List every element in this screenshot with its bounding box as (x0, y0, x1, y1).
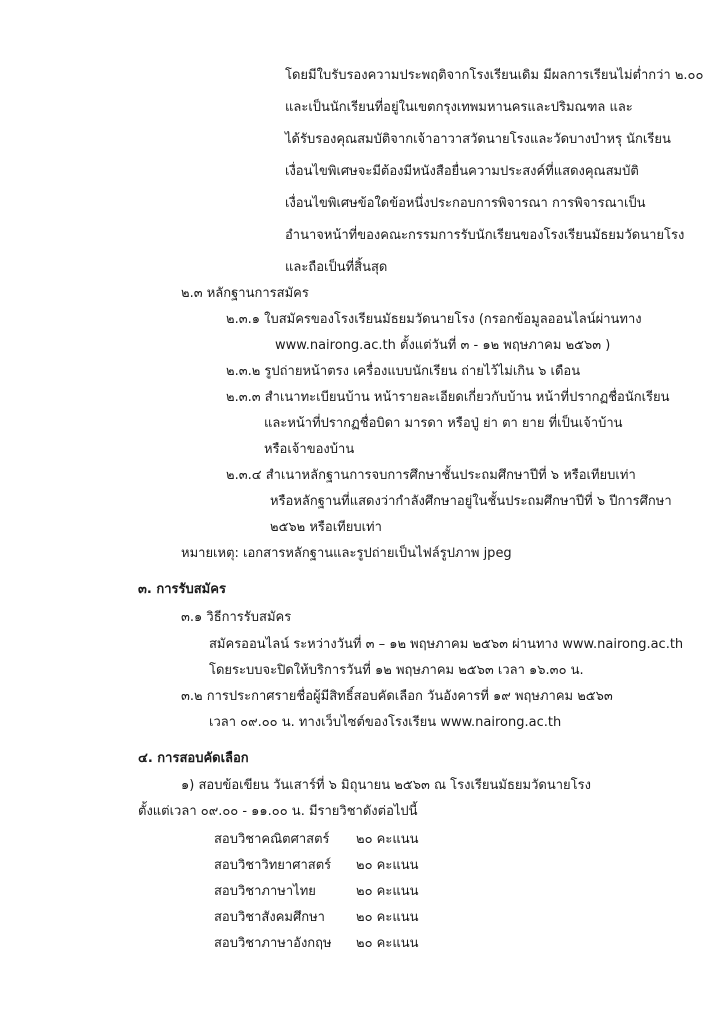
section-3-1-line: สมัครออนไลน์ ระหว่างวันที่ ๓ – ๑๒ พฤษภาคม ๒๕๖๓ ผ่านทาง www.nairong.ac.th (209, 637, 684, 652)
intro-line: อำนาจหน้าที่ของคณะกรรมการรับนักเรียนของโรงเรียนมัธยมวัดนายโรง (285, 228, 685, 243)
evidence-item-3-cont: และหน้าที่ปรากฏชื่อบิดา มารดา หรือปู่ ย่า ตา ยาย ที่เป็นเจ้าบ้าน (264, 416, 623, 431)
intro-line: เงื่อนไขพิเศษจะมีต้องมีหนังสือยื่นความประสงค์ที่แสดงคุณสมบัติ (285, 164, 639, 179)
subject-name: สอบวิชาสังคมศึกษา (214, 910, 325, 925)
evidence-note: หมายเหตุ: เอกสารหลักฐานและรูปถ่ายเป็นไฟล์รูปภาพ jpeg (181, 546, 512, 561)
subject-name: สอบวิชาคณิตศาสตร์ (214, 832, 330, 847)
section-3-1-line: โดยระบบจะปิดให้บริการวันที่ ๑๒ พฤษภาคม ๒๕๖๓ เวลา ๑๖.๓๐ น. (209, 663, 584, 678)
intro-line: และถือเป็นที่สิ้นสุด (285, 260, 388, 275)
section-4-heading: ๔. การสอบคัดเลือก (138, 751, 249, 766)
section-3-1-heading: ๓.๑ วิธีการรับสมัคร (181, 610, 292, 625)
evidence-item-4-cont: หรือหลักฐานที่แสดงว่ากำลังศึกษาอยู่ในชั้นประถมศึกษาปีที่ ๖ ปีการศึกษา (270, 494, 672, 509)
intro-line: และเป็นนักเรียนที่อยู่ในเขตกรุงเทพมหานครและปริมณฑล และ (285, 100, 633, 115)
subject-score: ๒๐ คะแนน (356, 858, 419, 873)
intro-line: โดยมีใบรับรองความประพฤติจากโรงเรียนเดิม มีผลการเรียนไม่ต่ำกว่า ๒.๐๐ (285, 68, 704, 83)
evidence-item-1: ๒.๓.๑ ใบสมัครของโรงเรียนมัธยมวัดนายโรง (กรอกข้อมูลออนไลน์ผ่านทาง (226, 312, 642, 327)
subject-score: ๒๐ คะแนน (356, 936, 419, 951)
evidence-heading: ๒.๓ หลักฐานการสมัคร (181, 286, 309, 301)
evidence-item-3: ๒.๓.๓ สำเนาทะเบียนบ้าน หน้ารายละเอียดเกี่ยวกับบ้าน หน้าที่ปรากฏชื่อนักเรียน (226, 390, 670, 405)
evidence-item-4-cont: ๒๕๖๒ หรือเทียบเท่า (270, 520, 382, 535)
subject-score: ๒๐ คะแนน (356, 884, 419, 899)
subject-score: ๒๐ คะแนน (356, 910, 419, 925)
evidence-item-2: ๒.๓.๒ รูปถ่ายหน้าตรง เครื่องแบบนักเรียน ถ่ายไว้ไม่เกิน ๖ เดือน (226, 364, 581, 379)
section-3-2-line: เวลา ๐๙.๐๐ น. ทางเว็บไซต์ของโรงเรียน www.nairong.ac.th (209, 715, 562, 730)
subject-name: สอบวิชาภาษาอังกฤษ (214, 936, 332, 951)
evidence-item-1-cont: www.nairong.ac.th ตั้งแต่วันที่ ๓ - ๑๒ พฤษภาคม ๒๕๖๓ ) (275, 338, 611, 353)
intro-line: เงื่อนไขพิเศษข้อใดข้อหนึ่งประกอบการพิจารณา การพิจารณาเป็น (285, 196, 646, 211)
subject-score: ๒๐ คะแนน (356, 832, 419, 847)
subject-name: สอบวิชาภาษาไทย (214, 884, 316, 899)
subject-name: สอบวิชาวิทยาศาสตร์ (214, 858, 332, 873)
section-4-line: ตั้งแต่เวลา ๐๙.๐๐ - ๑๑.๐๐ น. มีรายวิชาดังต่อไปนี้ (138, 804, 418, 819)
evidence-item-3-cont: หรือเจ้าของบ้าน (264, 442, 355, 457)
intro-line: ได้รับรองคุณสมบัติจากเจ้าอาวาสวัดนายโรงและวัดบางบำหรุ นักเรียน (285, 132, 671, 147)
evidence-item-4: ๒.๓.๔ สำเนาหลักฐานการจบการศึกษาชั้นประถมศึกษาปีที่ ๖ หรือเทียบเท่า (226, 468, 636, 483)
section-3-heading: ๓. การรับสมัคร (138, 582, 226, 597)
section-3-2-line: ๓.๒ การประกาศรายชื่อผู้มีสิทธิ์สอบคัดเลือก วันอังคารที่ ๑๙ พฤษภาคม ๒๕๖๓ (181, 689, 613, 704)
section-4-line: ๑) สอบข้อเขียน วันเสาร์ที่ ๖ มิถุนายน ๒๕๖๓ ณ โรงเรียนมัธยมวัดนายโรง (181, 778, 591, 793)
